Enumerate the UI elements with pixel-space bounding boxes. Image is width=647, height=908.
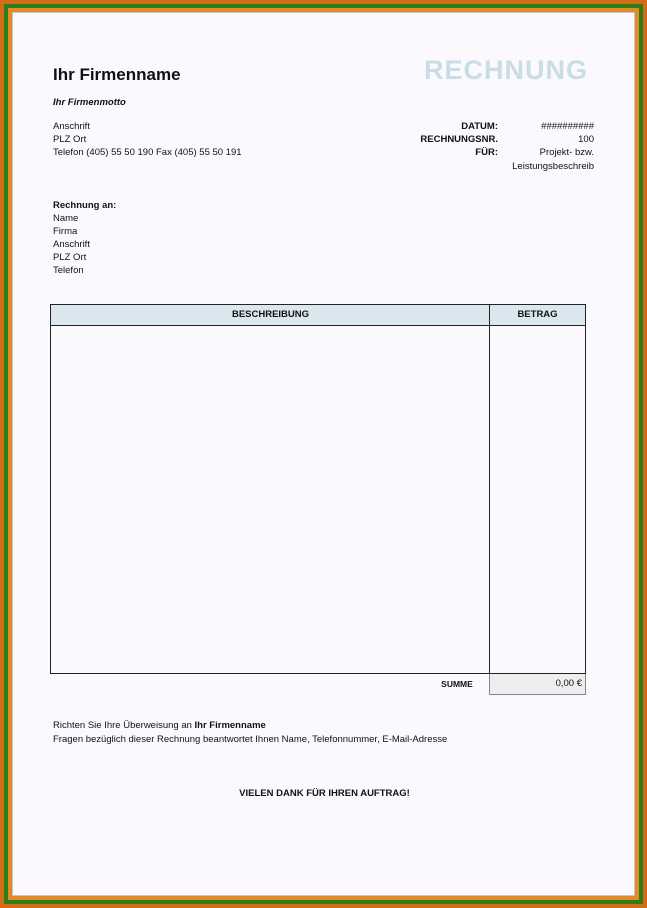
for-value-line1: Projekt- bzw. <box>539 147 594 158</box>
column-divider <box>489 305 490 673</box>
sender-phone-fax: Telefon (405) 55 50 190 Fax (405) 55 50 191 <box>53 147 242 158</box>
for-label: FÜR: <box>475 147 498 158</box>
sum-value: 0,00 € <box>489 674 586 695</box>
invoice-number-value: 100 <box>578 134 594 145</box>
invoice-page <box>12 12 635 896</box>
column-header-description: BESCHREIBUNG <box>231 309 310 320</box>
bill-to-heading: Rechnung an: <box>53 200 117 211</box>
for-value-line2: Leistungsbeschreib <box>512 161 594 172</box>
questions-note: Fragen bezüglich dieser Rechnung beantwortet Ihnen Name, Telefonnummer, E-Mail-Adresse <box>53 734 448 745</box>
payment-note-prefix: Richten Sie Ihre Überweisung an <box>53 720 192 731</box>
document-title: RECHNUNG <box>423 55 588 85</box>
thank-you-note: VIELEN DANK FÜR IHREN AUFTRAG! <box>239 788 410 799</box>
bill-to-phone: Telefon <box>53 265 84 276</box>
column-header-amount: BETRAG <box>517 309 558 320</box>
sender-city: PLZ Ort <box>53 134 87 145</box>
payment-note <box>53 720 266 731</box>
invoice-number-label: RECHNUNGSNR. <box>420 134 498 145</box>
table-header-row <box>51 305 585 326</box>
bill-to-city: PLZ Ort <box>53 252 87 263</box>
sender-street: Anschrift <box>53 121 90 132</box>
bill-to-name: Name <box>53 213 79 224</box>
date-value: ########## <box>541 121 594 132</box>
company-motto: Ihr Firmenmotto <box>53 97 126 108</box>
company-name: Ihr Firmenname <box>53 65 181 84</box>
bill-to-company: Firma <box>53 226 78 237</box>
sum-label: SUMME <box>441 679 473 689</box>
line-items-table <box>50 304 586 674</box>
payment-note-name: Ihr Firmenname <box>194 720 266 731</box>
bill-to-street: Anschrift <box>53 239 90 250</box>
date-label: DATUM: <box>461 121 498 132</box>
